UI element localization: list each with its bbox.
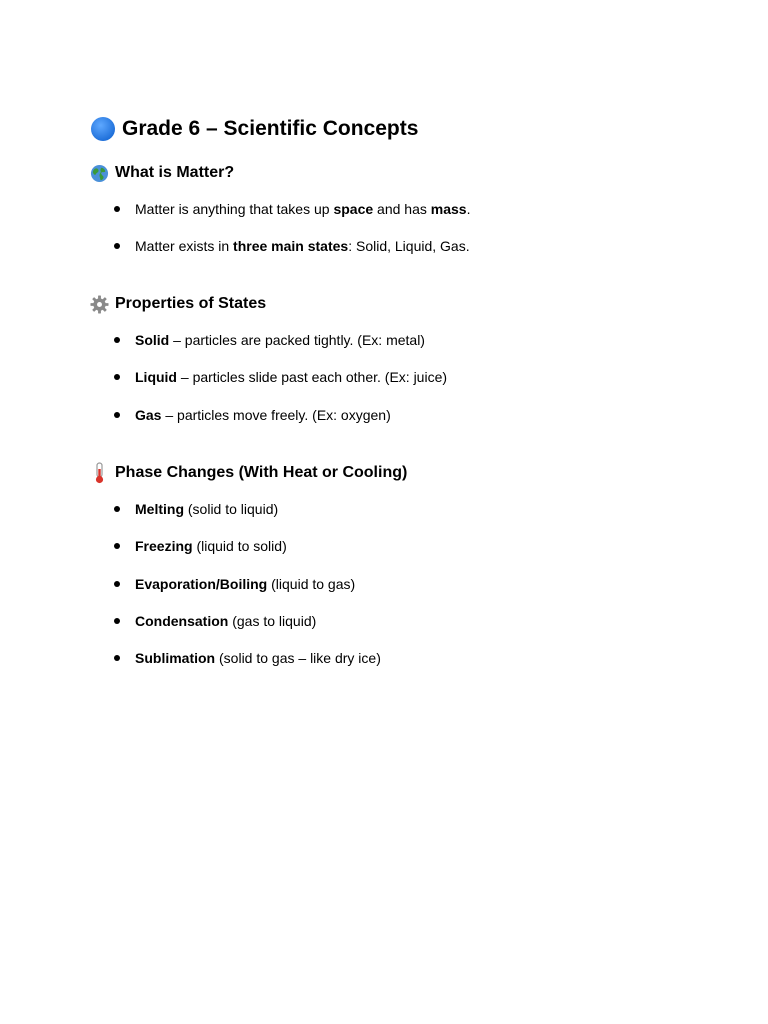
- page-title: [90, 114, 418, 144]
- item-bold-term: Solid: [135, 332, 170, 348]
- page-title-text: Grade 6 – Scientific Concepts: [122, 117, 419, 140]
- phase-changes-list: [113, 500, 381, 667]
- bullet-icon: [114, 243, 120, 249]
- bullet-icon: [114, 655, 120, 661]
- section-heading-what-is-matter: [90, 161, 234, 185]
- item-text: Matter exists in: [135, 238, 234, 255]
- item-bold-term: Liquid: [135, 369, 177, 386]
- item-bold-term: Condensation: [135, 612, 229, 629]
- states-list: [113, 331, 447, 424]
- item-text: (liquid to gas): [267, 575, 356, 592]
- bullet-icon: [114, 581, 120, 587]
- bullet-icon: [114, 206, 120, 212]
- section-heading-text: Properties of States: [115, 295, 267, 312]
- item-bold-term: Melting: [135, 501, 184, 517]
- gear-icon: [90, 295, 109, 314]
- bullet-icon: [114, 337, 120, 343]
- item-text: (solid to gas – like dry ice): [215, 650, 381, 667]
- list-item: [113, 368, 447, 386]
- globe-icon: [90, 164, 109, 183]
- item-text: (gas to liquid): [228, 612, 317, 629]
- item-text: .: [466, 201, 471, 217]
- list-item: [113, 331, 447, 349]
- item-bold-term: Evaporation/Boiling: [135, 575, 268, 592]
- list-item: [113, 500, 381, 518]
- bullet-icon: [114, 506, 120, 512]
- list-item: [113, 200, 470, 218]
- item-text: – particles move freely. (Ex: oxygen): [161, 406, 391, 423]
- section-heading-phase-changes: [90, 461, 407, 485]
- item-text: : Solid, Liquid, Gas.: [348, 238, 470, 255]
- item-bold-term: Freezing: [135, 538, 193, 555]
- matter-list: [113, 200, 470, 255]
- item-bold-term: Sublimation: [135, 650, 216, 667]
- item-bold-term: three main states: [233, 238, 349, 255]
- blue-circle-icon: [90, 116, 116, 142]
- section-heading-text: What is Matter?: [115, 164, 235, 181]
- item-bold-term: space: [333, 201, 374, 217]
- item-text: – particles slide past each other. (Ex: juice): [177, 369, 448, 386]
- item-text: Matter is anything that takes up: [135, 201, 334, 217]
- item-text: and has: [373, 201, 431, 217]
- list-item: [113, 612, 381, 630]
- bullet-icon: [114, 618, 120, 624]
- bullet-icon: [114, 543, 120, 549]
- bullet-icon: [114, 412, 120, 418]
- list-item: [113, 575, 381, 593]
- item-text: (liquid to solid): [192, 538, 287, 555]
- list-item: [113, 537, 381, 555]
- list-item: [113, 406, 447, 424]
- item-text: (solid to liquid): [184, 501, 279, 517]
- list-item: [113, 649, 381, 667]
- item-text: – particles are packed tightly. (Ex: metal): [169, 332, 425, 348]
- section-heading-properties-of-states: [90, 292, 266, 316]
- bullet-icon: [114, 374, 120, 380]
- item-bold-term: mass: [430, 201, 467, 217]
- section-heading-text: Phase Changes (With Heat or Cooling): [115, 464, 408, 481]
- item-bold-term: Gas: [135, 406, 162, 423]
- list-item: [113, 237, 470, 255]
- thermometer-icon: [90, 462, 109, 484]
